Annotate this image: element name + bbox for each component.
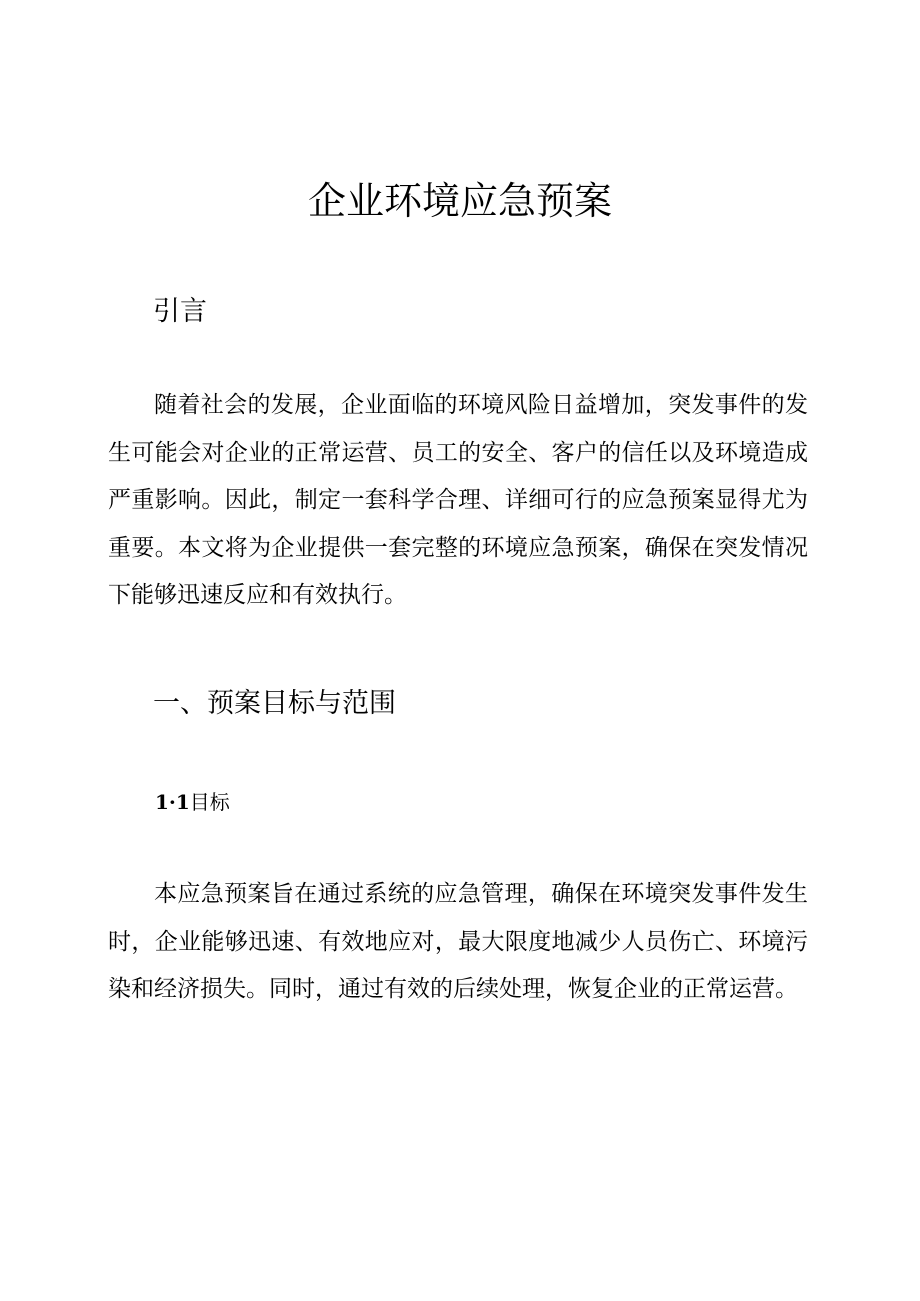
section-heading-goals-scope: 一、预案目标与范围 [153,688,396,719]
subsection-title: 目标 [189,790,230,814]
document-title: 企业环境应急预案 [307,179,612,223]
goal-paragraph: 本应急预案旨在通过系统的应急管理，确保在环境突发事件发生时，企业能够迅速、有效地应对，最大限度地减少人员伤亡、环境污染和经济损失。同时，通过有效的后续处理，恢复企业的正常运营。 [108,881,808,1002]
subsection-number: 1·1 [155,790,190,814]
intro-paragraph: 随着社会的发展，企业面临的环境风险日益增加，突发事件的发生可能会对企业的正常运营、员工的安全、客户的信任以及环境造成严重影响。因此，制定一套科学合理、详细可行的应急预案显得尤为重要。本文将为企业提供一套完整的环境应急预案，确保在突发情况下能够迅速反应和有效执行。 [108,392,808,608]
subsection-heading-goal [155,787,230,817]
section-heading-intro: 引言 [153,296,207,327]
